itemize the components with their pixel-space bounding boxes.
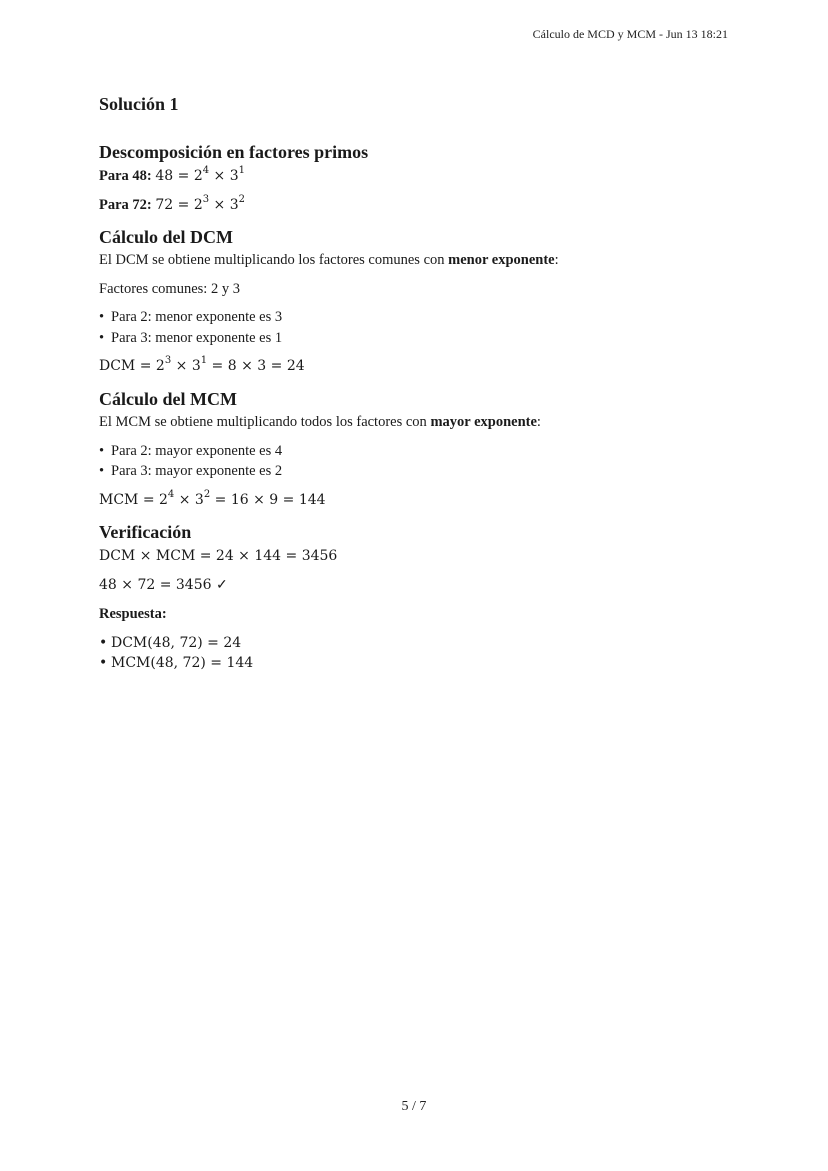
list-item: • MCM(48, 72) = 144 [99,655,254,671]
dcm-intro-bold: menor exponente [448,252,555,268]
list-item-text: Para 3: menor exponente es 1 [111,330,283,346]
verification-line-1: DCM × MCM = 24 × 144 = 3456 [99,548,338,564]
mcm-intro-text: El MCM se obtiene multiplicando todos los factores con [99,414,431,430]
eq-72-mid: × 3 [209,197,239,213]
mcm-eq-a: MCM = 2 [99,492,168,508]
dcm-eq-exp1: 3 [164,355,172,367]
dcm-intro-colon: : [554,252,559,268]
label-72: Para 72: [99,197,152,213]
section-heading-factorization: Descomposición en factores primos [99,142,369,162]
mcm-equation [99,490,326,510]
list-item-text: DCM(48, 72) = 24 [111,635,242,651]
dcm-intro-text: El DCM se obtiene multiplicando los factores comunes con [99,252,449,268]
eq-48-base: 48 = 2 [155,168,203,184]
dcm-common-factors: Factores comunes: 2 y 3 [99,281,240,297]
eq-48-exp2: 1 [238,165,246,177]
mcm-intro [99,412,541,432]
eq-48-mid: × 3 [209,168,239,184]
page-header: Cálculo de MCD y MCM - Jun 13 18:21 [532,27,728,41]
dcm-intro [99,250,559,270]
mcm-eq-exp1: 4 [167,489,175,501]
dcm-eq-b: × 3 [171,358,201,374]
eq-72-exp2: 2 [238,194,246,206]
list-item-text: Para 2: mayor exponente es 4 [111,443,283,459]
list-item: • Para 3: mayor exponente es 2 [99,463,283,479]
factorization-48 [99,166,245,186]
label-48: Para 48: [99,168,152,184]
dcm-eq-a: DCM = 2 [99,358,165,374]
mcm-intro-colon: : [536,414,541,430]
list-item-text: MCM(48, 72) = 144 [111,655,254,671]
answer-label: Respuesta: [99,606,167,622]
list-item-text: Para 2: menor exponente es 3 [111,309,283,325]
section-heading-verification: Verificación [99,522,192,542]
mcm-intro-bold: mayor exponente [430,414,537,430]
section-heading-dcm: Cálculo del DCM [99,227,233,247]
dcm-eq-c: = 8 × 3 = 24 [207,358,305,374]
list-item: • DCM(48, 72) = 24 [99,635,242,651]
list-item: • Para 2: menor exponente es 3 [99,309,283,325]
dcm-equation [99,356,305,376]
list-item: • Para 2: mayor exponente es 4 [99,443,283,459]
verification-line-2: 48 × 72 = 3456 ✓ [99,577,228,593]
mcm-eq-c: = 16 × 9 = 144 [210,492,326,508]
section-heading-mcm: Cálculo del MCM [99,389,237,409]
mcm-eq-exp2: 2 [203,489,211,501]
page-number: 5 / 7 [401,1099,427,1114]
solution-title: Solución 1 [99,94,179,114]
eq-72-exp1: 3 [202,194,210,206]
list-item-text: Para 3: mayor exponente es 2 [111,463,283,479]
factorization-72 [99,195,245,215]
dcm-eq-exp2: 1 [200,355,208,367]
eq-72-base: 72 = 2 [155,197,203,213]
list-item: • Para 3: menor exponente es 1 [99,330,283,346]
mcm-eq-b: × 3 [174,492,204,508]
eq-48-exp1: 4 [202,165,210,177]
